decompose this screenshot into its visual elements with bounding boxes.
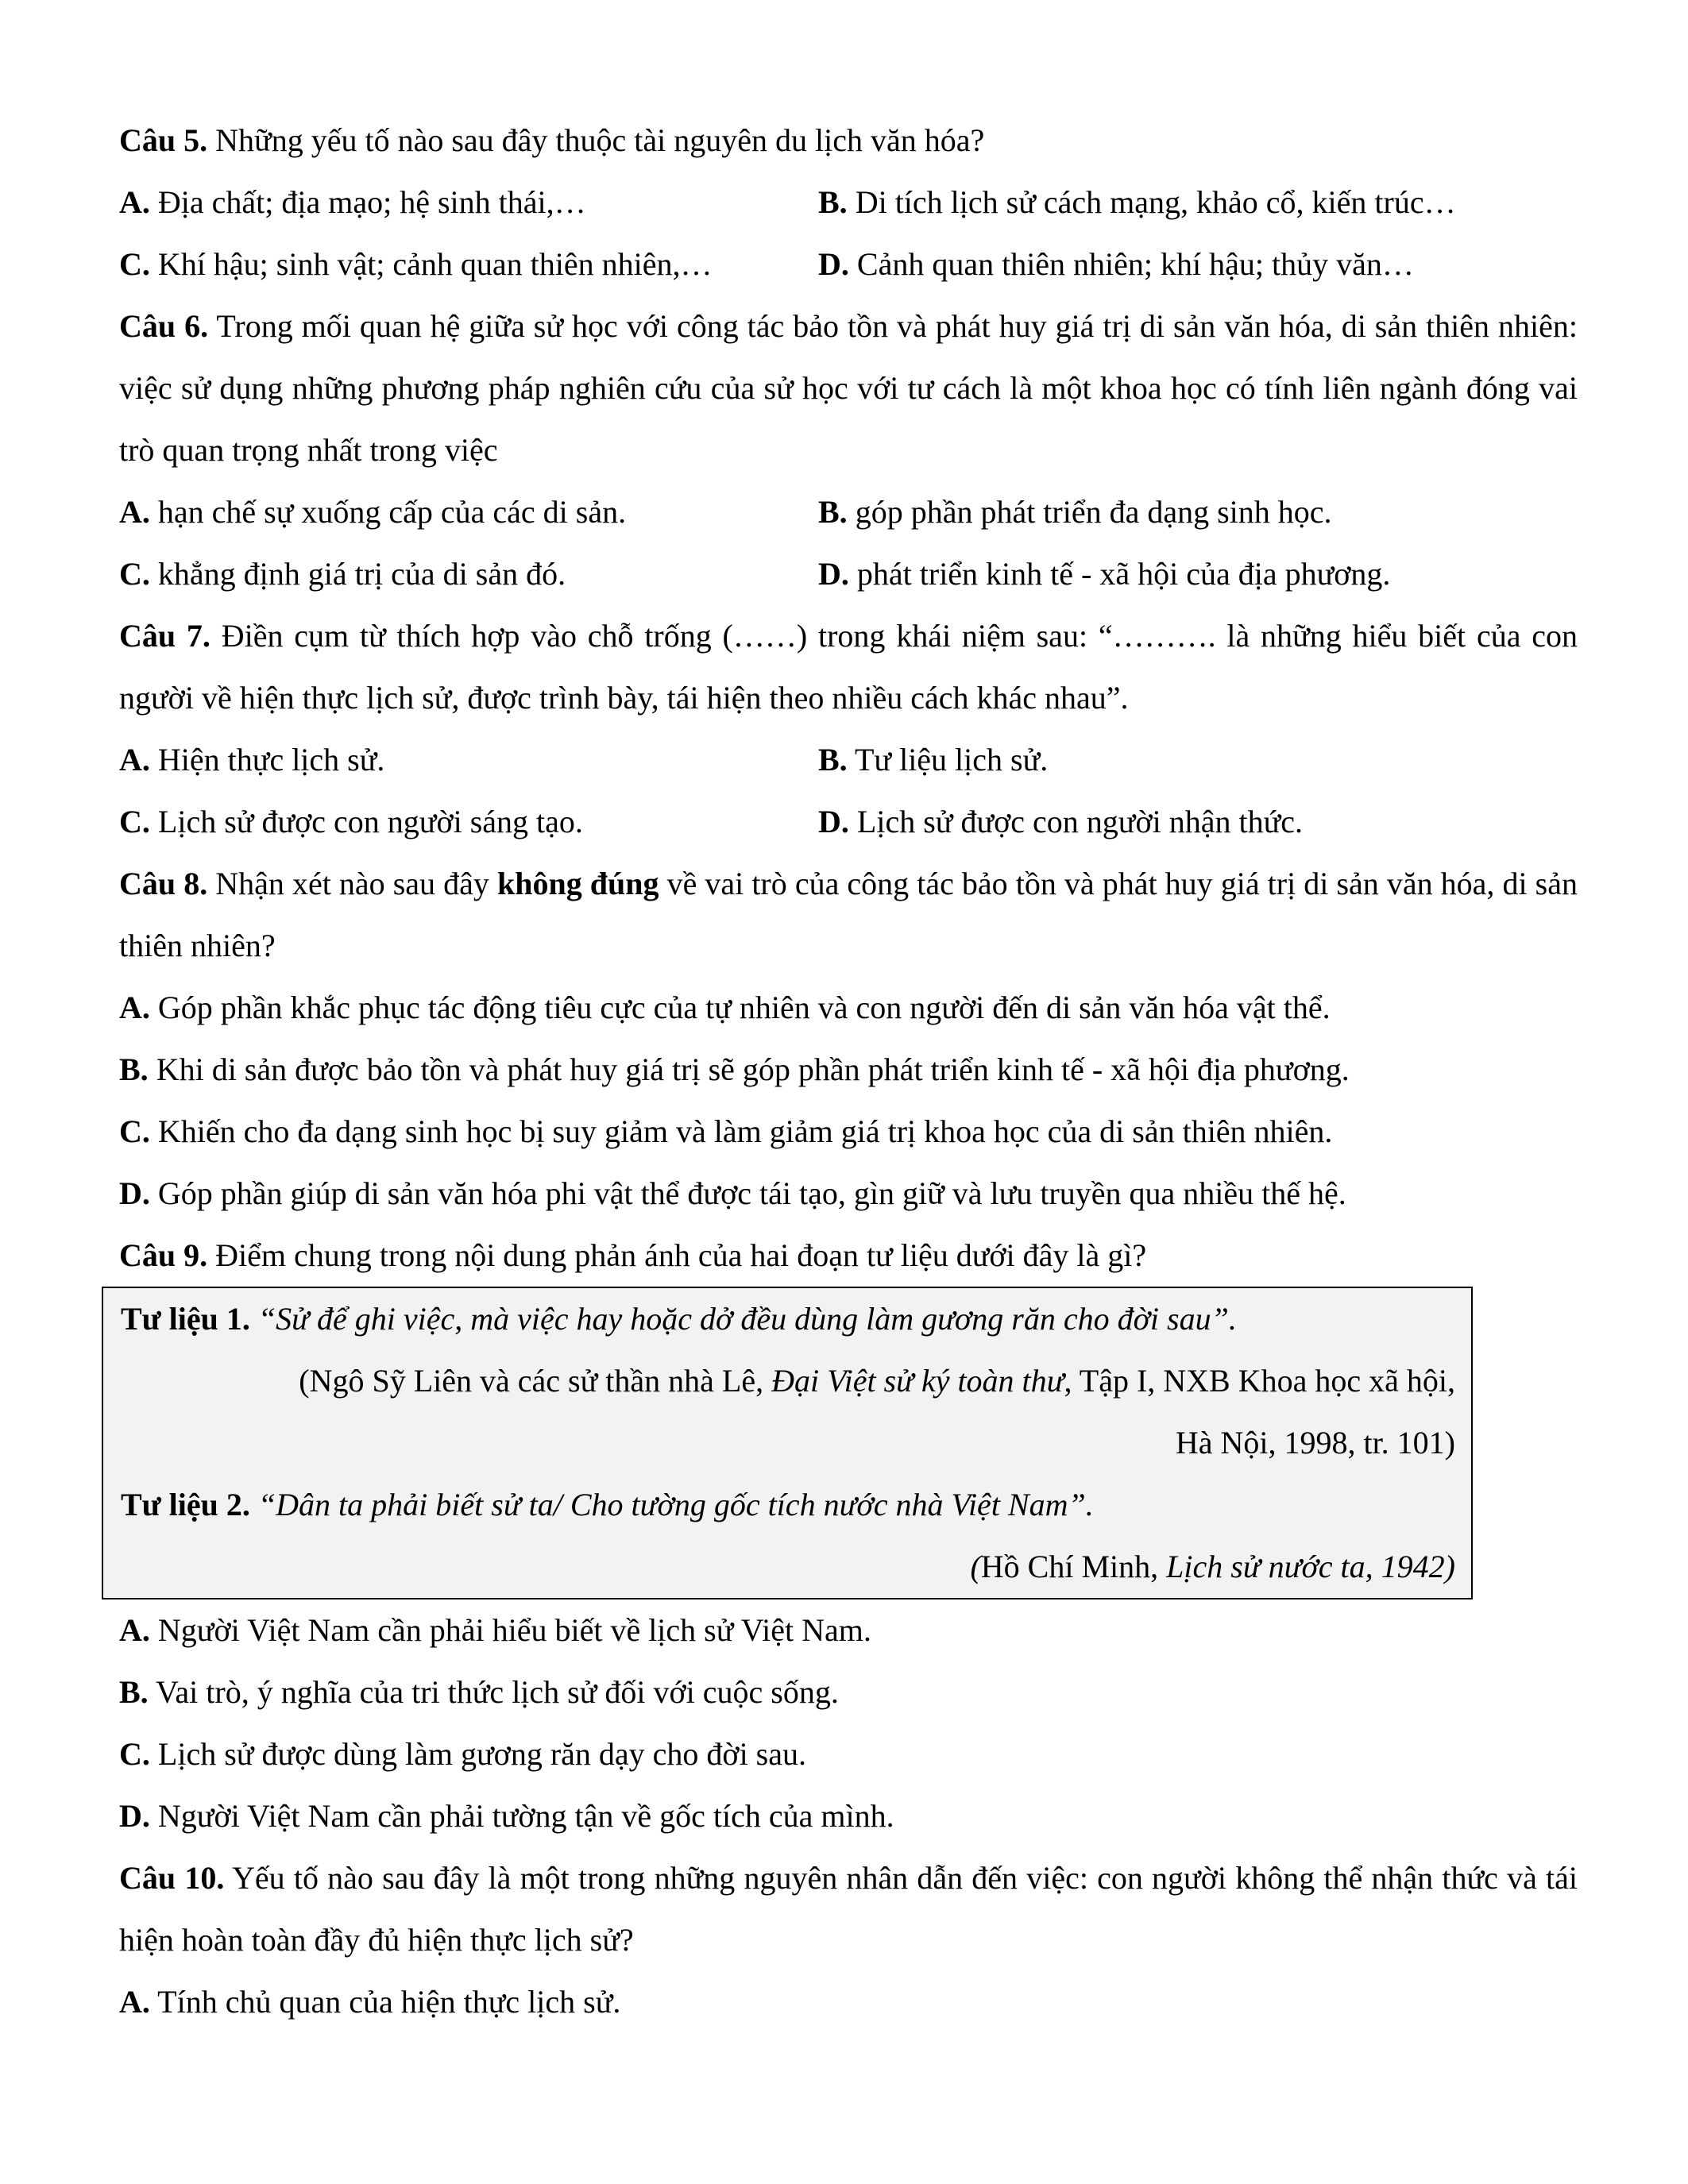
option-a	[119, 1971, 1578, 2033]
source-1	[121, 1288, 1455, 1350]
source-2-citation	[121, 1536, 1455, 1598]
option-text: Góp phần khắc phục tác động tiêu cực của tự nhiên và con người đến di sản văn hóa vật thể.	[149, 990, 1331, 1025]
question-10	[119, 1847, 1578, 1971]
option-text: khẳng định giá trị của di sản đó.	[149, 556, 566, 592]
option-letter: D.	[818, 556, 849, 592]
citation-text: (Ngô Sỹ Liên và các sử thần nhà Lê,	[299, 1363, 772, 1399]
option-text: Khiến cho đa dạng sinh học bị suy giảm và làm giảm giá trị khoa học của di sản thiên nhiên.	[149, 1113, 1333, 1149]
option-a	[119, 481, 818, 543]
question-text: về vai trò của công tác bảo tồn và phát huy giá trị di sản văn hóa, di sản thiên nhiên?	[119, 866, 1578, 963]
option-b	[818, 172, 1517, 233]
document-page	[119, 110, 1578, 2033]
option-letter: C.	[119, 556, 150, 592]
citation-text: Hà Nội, 1998, tr. 101)	[1175, 1425, 1455, 1461]
citation-title: Đại Việt sử ký toàn thư	[771, 1363, 1064, 1399]
source-2	[121, 1474, 1455, 1536]
option-letter: C.	[119, 1113, 150, 1149]
option-text: Hiện thực lịch sử.	[149, 742, 385, 778]
citation-text: (	[970, 1549, 981, 1584]
option-letter: A.	[119, 494, 150, 530]
option-d	[818, 791, 1517, 853]
option-a	[119, 172, 818, 233]
source-label: Tư liệu 2.	[121, 1487, 250, 1522]
option-c	[119, 233, 818, 295]
options-row	[119, 481, 1578, 543]
option-text: Vai trò, ý nghĩa của tri thức lịch sử đối với cuộc sống.	[148, 1674, 839, 1710]
option-letter: B.	[818, 742, 848, 778]
option-letter: B.	[119, 1674, 149, 1710]
option-b	[119, 1661, 1578, 1723]
question-5	[119, 110, 1578, 172]
question-label: Câu 5.	[119, 122, 208, 158]
source-1-citation-line-2	[121, 1412, 1455, 1474]
question-text: Điểm chung trong nội dung phản ánh của hai đoạn tư liệu dưới đây là gì?	[207, 1237, 1147, 1273]
citation-text: , Tập I, NXB Khoa học xã hội,	[1064, 1363, 1455, 1399]
option-c	[119, 1101, 1578, 1163]
option-letter: C.	[119, 1736, 150, 1772]
option-text: Góp phần giúp di sản văn hóa phi vật thể được tái tạo, gìn giữ và lưu truyền qua nhiều thế hệ.	[149, 1175, 1346, 1211]
option-text: hạn chế sự xuống cấp của các di sản.	[149, 494, 627, 530]
option-letter: A.	[119, 1612, 150, 1648]
citation-title: Lịch sử nước ta, 1942)	[1166, 1549, 1455, 1584]
question-label: Câu 9.	[119, 1237, 208, 1273]
option-text: Khi di sản được bảo tồn và phát huy giá trị sẽ góp phần phát triển kinh tế - xã hội địa phương.	[148, 1051, 1350, 1087]
option-letter: B.	[818, 184, 848, 220]
question-label: Câu 6.	[119, 308, 209, 344]
option-a	[119, 729, 818, 791]
question-7	[119, 605, 1578, 729]
question-8	[119, 853, 1578, 977]
question-text: Điền cụm từ thích hợp vào chỗ trống (……) trong khái niệm sau: “………. là những hiểu biết của con người về hiện thực lịch sử, được trình bày, tái hiện theo nhiều cách khác nhau”.	[119, 618, 1578, 716]
option-text: phát triển kinh tế - xã hội của địa phương.	[848, 556, 1391, 592]
option-text: Tư liệu lịch sử.	[847, 742, 1049, 778]
option-text: Người Việt Nam cần phải hiểu biết về lịch sử Việt Nam.	[149, 1612, 871, 1648]
source-box	[102, 1287, 1473, 1599]
option-b	[818, 481, 1517, 543]
option-c	[119, 543, 818, 605]
option-text: Lịch sử được con người sáng tạo.	[149, 804, 583, 839]
source-quote: “Sử để ghi việc, mà việc hay hoặc dở đều dùng làm gương răn cho đời sau”.	[249, 1301, 1237, 1337]
option-text: Lịch sử được dùng làm gương răn dạy cho đời sau.	[149, 1736, 807, 1772]
option-text: Khí hậu; sinh vật; cảnh quan thiên nhiên,…	[149, 246, 713, 282]
options-row	[119, 172, 1578, 233]
options-row	[119, 233, 1578, 295]
source-1-citation	[121, 1350, 1455, 1412]
option-d	[119, 1785, 1578, 1847]
option-a	[119, 977, 1578, 1039]
option-letter: B.	[818, 494, 848, 530]
options-row	[119, 791, 1578, 853]
source-quote: “Dân ta phải biết sử ta/ Cho tường gốc tích nước nhà Việt Nam”.	[249, 1487, 1094, 1522]
question-text: Nhận xét nào sau đây	[207, 866, 497, 901]
option-letter: D.	[818, 246, 849, 282]
option-b	[818, 729, 1517, 791]
option-d	[818, 233, 1517, 295]
options-row	[119, 729, 1578, 791]
option-text: Cảnh quan thiên nhiên; khí hậu; thủy văn…	[848, 246, 1414, 282]
question-label: Câu 10.	[119, 1860, 225, 1896]
option-c	[119, 791, 818, 853]
question-text: Yếu tố nào sau đây là một trong những nguyên nhân dẫn đến việc: con người không thể nhận thức và tái hiện hoàn toàn đầy đủ hiện thực lịch sử?	[119, 1860, 1578, 1958]
option-d	[119, 1163, 1578, 1225]
option-d	[818, 543, 1517, 605]
option-letter: D.	[119, 1798, 150, 1834]
question-text: Những yếu tố nào sau đây thuộc tài nguyên du lịch văn hóa?	[207, 122, 985, 158]
option-letter: B.	[119, 1051, 149, 1087]
option-text: Tính chủ quan của hiện thực lịch sử.	[149, 1984, 621, 2020]
option-letter: C.	[119, 804, 150, 839]
option-letter: A.	[119, 1984, 150, 2020]
option-text: Địa chất; địa mạo; hệ sinh thái,…	[149, 184, 586, 220]
option-b	[119, 1039, 1578, 1101]
source-label: Tư liệu 1.	[121, 1301, 250, 1337]
option-a	[119, 1599, 1578, 1661]
option-letter: D.	[818, 804, 849, 839]
options-row	[119, 543, 1578, 605]
question-9	[119, 1225, 1578, 1287]
option-letter: D.	[119, 1175, 150, 1211]
question-label: Câu 7.	[119, 618, 211, 654]
question-text: Trong mối quan hệ giữa sử học với công tác bảo tồn và phát huy giá trị di sản văn hóa, di sản thiên nhiên: việc sử dụng những phương pháp nghiên cứu của sử học với tư cách là một khoa học có tính liên ngành đóng vai trò quan trọng nhất trong việc	[119, 308, 1578, 468]
question-emphasis: không đúng	[496, 866, 659, 901]
option-letter: A.	[119, 990, 150, 1025]
question-6	[119, 295, 1578, 481]
option-c	[119, 1723, 1578, 1785]
option-text: Người Việt Nam cần phải tường tận về gốc tích của mình.	[149, 1798, 894, 1834]
option-letter: C.	[119, 246, 150, 282]
option-letter: A.	[119, 184, 150, 220]
option-text: góp phần phát triển đa dạng sinh học.	[847, 494, 1332, 530]
option-text: Di tích lịch sử cách mạng, khảo cổ, kiến trúc…	[847, 184, 1456, 220]
option-text: Lịch sử được con người nhận thức.	[848, 804, 1304, 839]
question-label: Câu 8.	[119, 866, 208, 901]
citation-author: Hồ Chí Minh,	[980, 1549, 1167, 1584]
option-letter: A.	[119, 742, 150, 778]
